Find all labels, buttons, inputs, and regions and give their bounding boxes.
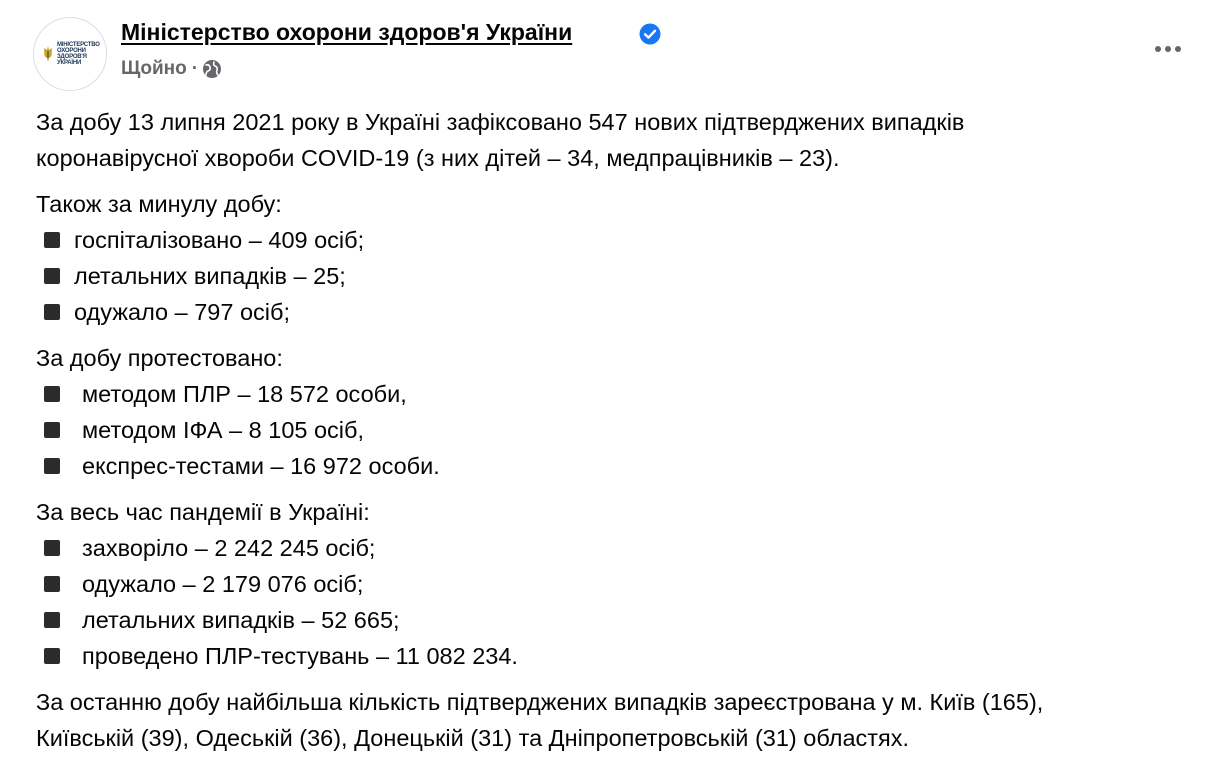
bullet-square-icon	[44, 612, 60, 628]
list-item-text: одужало – 2 179 076 осіб;	[82, 571, 364, 597]
page-name-link[interactable]: Міністерство охорони здоров'я України	[121, 19, 573, 45]
more-options-button[interactable]	[1150, 34, 1186, 64]
bullet-square-icon	[44, 648, 60, 664]
list-item-text: летальних випадків – 25;	[74, 263, 346, 289]
intro-line-2: коронавірусної хвороби COVID-19 (з них дітей – 34, медпрацівників – 23).	[36, 145, 840, 171]
list-item	[36, 530, 1206, 566]
list-item	[36, 448, 1206, 484]
meta-separator: ·	[191, 58, 199, 79]
bullet-square-icon	[44, 422, 60, 438]
list-item-text: методом ПЛР – 18 572 особи,	[82, 381, 407, 407]
post-meta	[121, 58, 222, 80]
globe-icon[interactable]	[202, 59, 222, 79]
bullet-square-icon	[44, 232, 60, 248]
trident-emblem-icon	[43, 46, 53, 62]
bullet-square-icon	[44, 304, 60, 320]
list-item	[36, 376, 1206, 412]
list-item	[36, 412, 1206, 448]
regions-line-2: Київській (39), Одеській (36), Донецькій (31) та Дніпропетровській (31) областях.	[36, 725, 910, 751]
regions-paragraph	[36, 684, 1206, 756]
list-item-text: летальних випадків – 52 665;	[82, 607, 400, 633]
list-item-text: проведено ПЛР-тестувань – 11 082 234.	[82, 643, 518, 669]
list-item-text: одужало – 797 осіб;	[74, 299, 291, 325]
avatar-logo-text: МІНІСТЕРСТВО ОХОРОНИ ЗДОРОВ'Я УКРАЇНИ	[57, 42, 100, 66]
bullet-square-icon	[44, 458, 60, 474]
list-item-text: методом ІФА – 8 105 осіб,	[82, 417, 365, 443]
verified-badge-icon	[639, 23, 661, 45]
bullet-square-icon	[44, 576, 60, 592]
list-item	[36, 294, 1206, 330]
list-item-text: захворіло – 2 242 245 осіб;	[82, 535, 376, 561]
pandemic-heading: За весь час пандемії в Україні:	[36, 499, 370, 525]
more-options-icon	[1175, 46, 1181, 52]
list-item	[36, 566, 1206, 602]
list-item	[36, 602, 1206, 638]
more-options-icon	[1155, 46, 1161, 52]
past-day-list	[36, 222, 1206, 330]
list-item	[36, 222, 1206, 258]
more-options-icon	[1165, 46, 1171, 52]
list-item-text: експрес-тестами – 16 972 особи.	[82, 453, 440, 479]
list-item	[36, 638, 1206, 674]
list-item	[36, 258, 1206, 294]
regions-line-1: За останню добу найбільша кількість підтверджених випадків зареєстрована у м. Київ (165),	[36, 689, 1044, 715]
bullet-square-icon	[44, 268, 60, 284]
tested-list	[36, 376, 1206, 484]
bullet-square-icon	[44, 386, 60, 402]
past-day-heading: Також за минулу добу:	[36, 191, 282, 217]
page-avatar[interactable]	[33, 17, 107, 91]
pandemic-list	[36, 530, 1206, 674]
list-item-text: госпіталізовано – 409 осіб;	[74, 227, 365, 253]
post-timestamp[interactable]: Щойно	[121, 58, 187, 79]
intro-paragraph	[36, 104, 1206, 176]
intro-line-1: За добу 13 липня 2021 року в Україні зафіксовано 547 нових підтверджених випадків	[36, 109, 965, 135]
bullet-square-icon	[44, 540, 60, 556]
tested-heading: За добу протестовано:	[36, 345, 283, 371]
post-body	[36, 104, 1206, 756]
